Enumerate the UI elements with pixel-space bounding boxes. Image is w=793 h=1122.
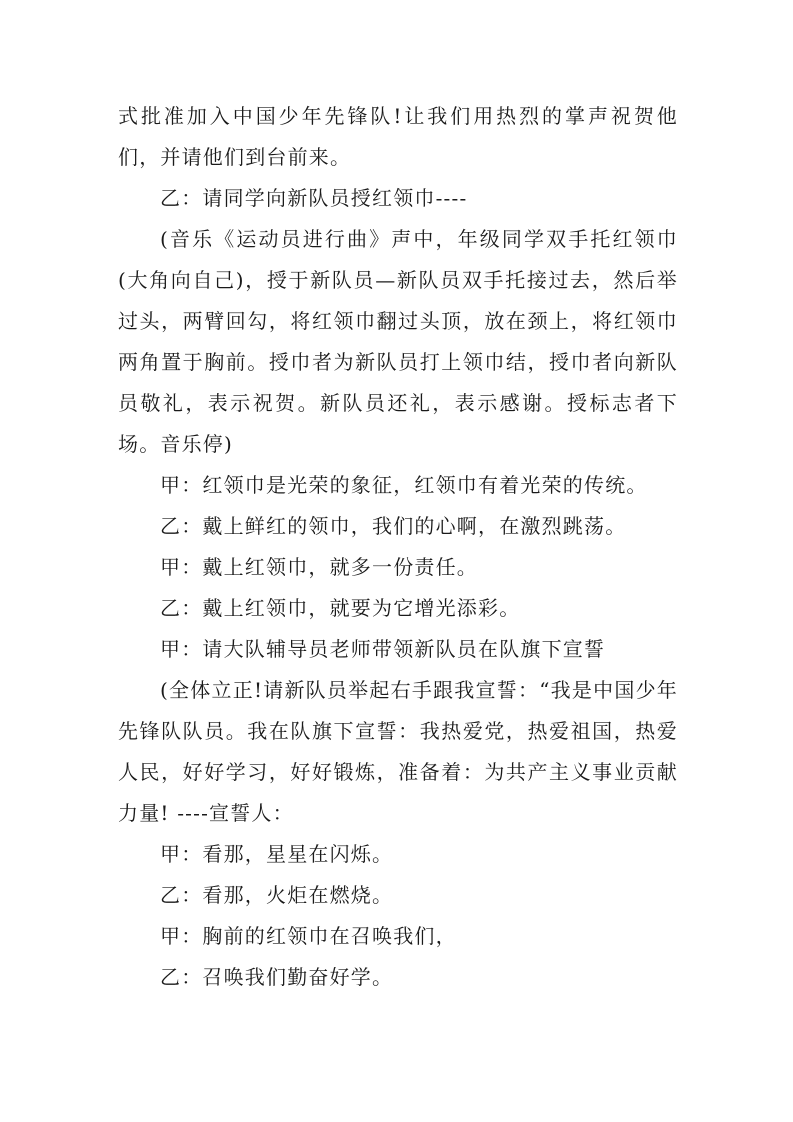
paragraph-3: (音乐《运动员进行曲》声中，年级同学双手托红领巾(大角向自己)，授于新队员—新队员双手托接过去，然后举过头，两臂回勾，将红领巾翻过头顶，放在颈上，将红领巾两角置于胸前。授巾者为新队员打上领巾结，授巾者向新队员敬礼，表示祝贺。新队员还礼，表示感谢。授标志者下场。音乐停) bbox=[118, 227, 678, 456]
paragraph-10: 甲：看那，星星在闪烁。 bbox=[160, 842, 394, 866]
paragraph-11: 乙：看那，火炬在燃烧。 bbox=[160, 883, 394, 907]
paragraph-2: 乙：请同学向新队员授红领巾---- bbox=[160, 186, 468, 210]
paragraph-12: 甲：胸前的红领巾在召唤我们， bbox=[160, 924, 457, 948]
paragraph-8: 甲：请大队辅导员老师带领新队员在队旗下宣誓 bbox=[160, 637, 606, 661]
paragraph-5: 乙：戴上鲜红的领巾，我们的心啊，在激烈跳荡。 bbox=[160, 514, 627, 538]
document-body bbox=[118, 96, 678, 998]
paragraph-9: (全体立正!请新队员举起右手跟我宣誓：“我是中国少年先锋队队员。我在队旗下宣誓：我热爱党，热爱祖国，热爱人民，好好学习，好好锻炼，准备着：为共产主义事业贡献力量! ----宣誓人： bbox=[118, 678, 678, 825]
paragraph-4: 甲：红领巾是光荣的象征，红领巾有着光荣的传统。 bbox=[160, 473, 648, 497]
paragraph-7: 乙：戴上红领巾，就要为它增光添彩。 bbox=[160, 596, 521, 620]
paragraph-13: 乙：召唤我们勤奋好学。 bbox=[160, 965, 394, 989]
paragraph-6: 甲：戴上红领巾，就多一份责任。 bbox=[160, 555, 478, 579]
paragraph-1: 式批准加入中国少年先锋队!让我们用热烈的掌声祝贺他们，并请他们到台前来。 bbox=[118, 104, 678, 169]
